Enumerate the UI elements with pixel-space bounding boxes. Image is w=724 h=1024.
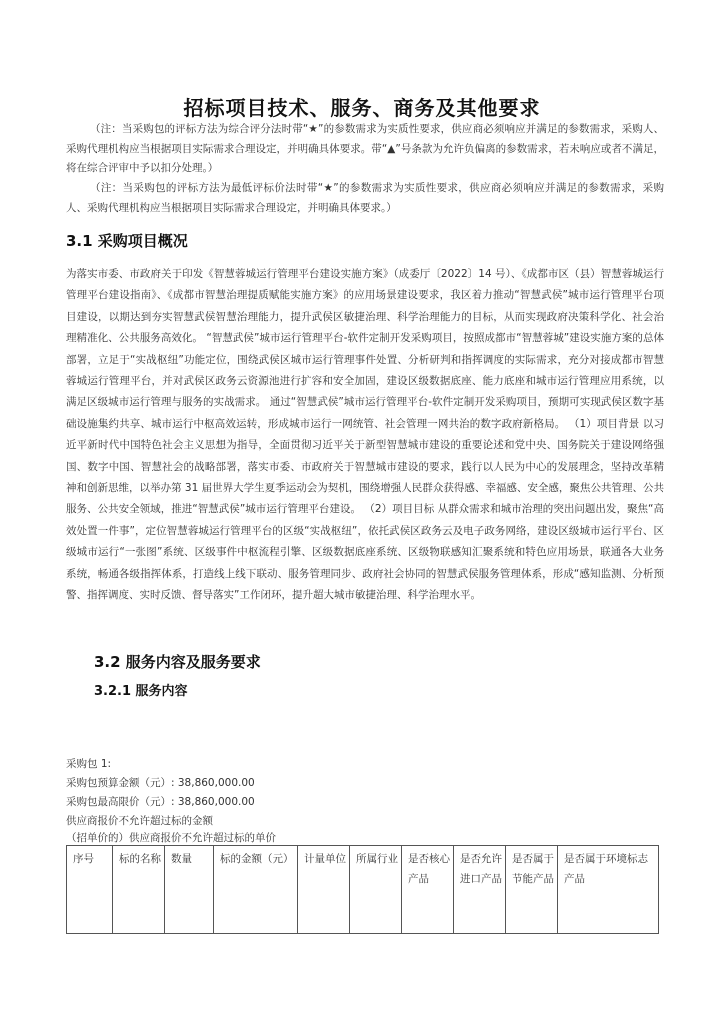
section-3-1-body: 为落实市委、市政府关于印发《智慧蓉城运行管理平台建设实施方案》（成委厅〔2022〕14 号）、《成都市区（县）智慧蓉城运行管理平台建设指南》、《成都市智慧治理提质赋能实施方案》的应用场景建设要求，我区着力推动“智慧武侯”城市运行管理平台项目建设，以期达到夯实智慧武侯智慧治理能力，提升武侯区敏捷治理、科学治理能力的目标，从而实现政府决策科学化、社会治理精准化、公共服务高效化。 “智慧武侯”城市运行管理平台-软件定制开发采购项目，按照成都市“智慧蓉城”建设实施方案的总体部署，立足于“实战枢纽”功能定位，围绕武侯区城市运行管理事件处置、分析研判和指挥调度的实际需求，充分对接成都市智慧蓉城运行管理平台，并对武侯区政务云资源池进行扩容和安全加固，建设区级数据底座、能力底座和城市运行管理应用系统，以满足区级城市运行管理与服务的实战需求。 通过“智慧武侯”城市运行管理平台-软件定制开发采购项目，预期可实现武侯区数字基础设施集约共享、城市运行中枢高效运转，形成城市运行一网统管、社会管理一网共治的数字政府新格局。 （1）项目背景 以习近平新时代中国特色社会主义思想为指导，全面贯彻习近平关于新型智慧城市建设的重要论述和党中央、国务院关于建设网络强国、数字中国、智慧社会的战略部署，落实市委、市政府关于智慧城市建设的要求，践行以人民为中心的发展理念，坚持改革精神和创新思维，以举办第 31 届世界大学生夏季运动会为契机，围绕增强人民群众获得感、幸福感、安全感，聚焦公共管理、公共服务、公共安全领域，推进“智慧武侯”城市运行管理平台建设。 （2）项目目标 从群众需求和城市治理的突出问题出发，聚焦“高效处置一件事”，定位智慧蓉城运行管理平台的区级“实战枢纽”，依托武侯区政务云及电子政务网络，建设区级城市运行平台、区级城市运行“一张图”系统、区级事件中枢流程引擎、区级数据底座系统、区级物联感知汇聚系统和特色应用场景，联通各大业务系统，畅通各级指挥体系，打造线上线下联动、服务管理同步、政府社会协同的智慧武侯服务管理体系，形成“感知监测、分析预警、指挥调度、实时反馈、督导落实”工作闭环，提升超大城市敏捷治理、科学治理水平。: [66, 268, 664, 602]
col-industry: 所属行业: [350, 846, 402, 934]
note-comprehensive-scoring: （注：当采购包的评标方法为综合评分法时带“★”的参数需求为实质性要求，供应商必须响应并满足的参数需求，采购人、采购代理机构应当根据项目实际需求合理设定，并明确具体要求。带“▲”号条款为允许负偏离的参数需求，若未响应或者不满足，将在综合评审中予以扣分处理。）: [66, 123, 664, 174]
page-title: 招标项目技术、服务、商务及其他要求: [183, 96, 541, 120]
col-import-allowed: 是否允许进口产品: [454, 846, 506, 934]
section-3-1-heading: 3.1 采购项目概况: [66, 232, 188, 250]
col-quantity: 数量: [165, 846, 214, 934]
requirements-table: [66, 845, 659, 934]
note-lowest-price: （注：当采购包的评标方法为最低评标价法时带“★”的参数需求为实质性要求，供应商必须响应并满足的参数需求，采购人、采购代理机构应当根据项目实际需求合理设定，并明确具体要求。）: [66, 182, 664, 214]
package-unit-price-rule: （招单价的）供应商报价不允许超过标的单价: [66, 832, 276, 844]
section-3-2-heading: 3.2 服务内容及服务要求: [94, 653, 261, 671]
col-energy-saving: 是否属于节能产品: [506, 846, 558, 934]
col-item-name: 标的名称: [113, 846, 165, 934]
col-eco-label: 是否属于环境标志产品: [558, 846, 659, 934]
package-name: 采购包 1:: [66, 758, 112, 770]
table-header-row: [67, 846, 659, 934]
col-amount: 标的金额（元）: [214, 846, 298, 934]
col-core-product: 是否核心产品: [402, 846, 454, 934]
package-budget: 采购包预算金额（元）: 38,860,000.00: [66, 777, 255, 789]
package-max-price: 采购包最高限价（元）: 38,860,000.00: [66, 796, 255, 808]
section-3-2-1-heading: 3.2.1 服务内容: [94, 684, 188, 699]
col-unit: 计量单位: [298, 846, 350, 934]
col-index: 序号: [67, 846, 113, 934]
package-price-rule: 供应商报价不允许超过标的金额: [66, 815, 213, 827]
